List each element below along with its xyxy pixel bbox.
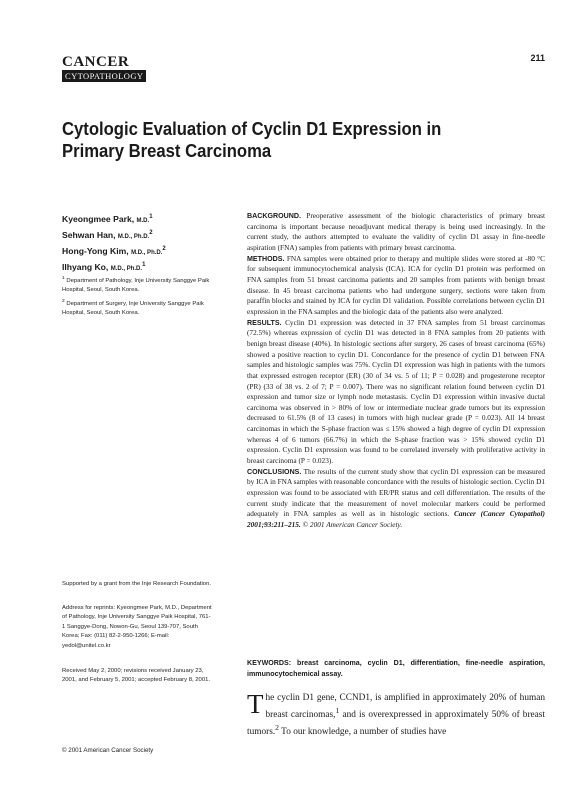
funding-note: Supported by a grant from the Inje Research Foundation. (62, 581, 211, 587)
article-title: Cytologic Evaluation of Cyclin D1 Expression in Primary Breast Carcinoma (62, 118, 442, 161)
author-item: Hong-Yong Kim, M.D., Ph.D.$^2$ (62, 245, 166, 256)
abstract-background: BACKGROUND. Preoperative assessment of the biologic characteristics of primary breast carcinoma is important because neoadjuvant medical therapy is being used increasingly. In the current study, the authors attempted to evaluate the validity of cyclin D1 assay in fine-needle aspiration (FNA) samples from patients with primary breast carcinoma. (247, 211, 545, 252)
reprint-address: Address for reprints: Kyeongmee Park, M.D., Department of Pathology, Inje University Sanggye Paik Hospital, 761-1 Sanggye-Dong, Nowon-Gu, Seoul 139-707, South Korea; Fax: (011) 82-2-950-1266; E-mail: yedol@unitel.co.kr (62, 605, 212, 649)
abstract-conclusions: CONCLUSIONS. The results of the current study show that cyclin D1 expression can be measured by ICA in FNA samples with reasonable concordance with the results of histologic section. Cyclin D1 expression was found to be associated with ER/PR status and cell differentiation. The results of the current study indicate that the measurement of novel molecular markers could be performed adequately in FNA samples as well as in histologic sections. Cancer (Cancer Cytopathol) 2001;93:211–215. © 2001 American Cancer Society. (247, 466, 545, 530)
journal-logo-cancer: CANCER (62, 54, 130, 70)
received-dates: Received May 2, 2000; revisions received January 23, 2001, and February 5, 2001; accepted February 8, 2001. (62, 668, 211, 684)
reference-marker: 2 (275, 722, 280, 732)
copyright-notice: © 2001 American Cancer Society (62, 747, 154, 754)
drop-cap: T (247, 689, 264, 719)
affiliation-2: $^2$ Department of Surgery, Inje University Sanggye Paik Hospital, Seoul, South Korea. (62, 299, 204, 317)
affiliation-1: $^1$ Department of Pathology, Inje University Sanggye Paik Hospital, Seoul, South Korea. (62, 276, 210, 294)
journal-logo-cytopathology: CYTOPATHOLOGY (62, 70, 146, 82)
abstract (247, 211, 545, 531)
reference-marker: 1 (335, 705, 340, 715)
page-number: 211 (530, 53, 545, 63)
keywords: KEYWORDS: breast carcinoma, cyclin D1, differentiation, fine-needle aspiration, immunocytochemical assay. (247, 659, 545, 678)
author-list (62, 211, 232, 274)
body-text: The cyclin D1 gene, CCND1, is amplified in approximately 20% of human breast carcinomas,$^1$ and is overexpressed in approximately 50% of breast tumors.$^2$ To our knowledge, a number of studies have (247, 689, 545, 737)
author-item: Sehwan Han, M.D., Ph.D.$^2$ (62, 229, 153, 240)
citation: Cancer (Cancer Cytopathol) 2001;93:211–215. (247, 509, 545, 530)
abstract-results: RESULTS. Cyclin D1 expression was detected in 37 FNA samples from 51 breast carcinomas (72.5%) whereas expression of cyclin D1 was detected in 8 FNA samples from 20 patients with benign breast disease (40%). In histologic sections after surgery, 26 cases of breast carcinoma (65%) showed a positive reaction to cyclin D1. Concordance for the presence of cyclin D1 between FNA samples and histologic samples was 75%. Cyclin D1 expression was high in patients with the tumors that expressed estrogen receptor (ER) (30 of 34 vs. 5 of 11; P = 0.028) and progesterone receptor (PR) (33 of 38 vs. 2 of 7; P = 0.007). There was no significant relation found between cyclin D1 expression and tumor size or lymph node metastasis. Cyclin D1 expression within invasive ductal carcinoma was observed in > 80% of low or intermediate nuclear grade tumors but its expression decreased to 61.5% (8 of 13 cases) in tumors with high nuclear grade (P = 0.023). All 14 breast carcinomas in which the S-phase fraction was ≤ 15% showed a high degree of cyclin D1 expression whereas 4 of 6 tumors (66.7%) in which the S-phase fraction was > 15% showed cyclin D1 expression. Cyclin D1 expression was found to be correlated inversely with proliferative activity in breast carcinoma (P = 0.023). (247, 317, 545, 466)
author-item: Kyeongmee Park, M.D.$^1$ (62, 213, 153, 224)
citation-copyright: © 2001 American Cancer Society. (302, 520, 403, 530)
author-item: Ilhyang Ko, M.D., Ph.D.$^1$ (62, 261, 146, 272)
abstract-methods: METHODS. FNA samples were obtained prior to therapy and multiple slides were stored at -80 °C for subsequent immunocytochemical analysis (ICA). ICA for cyclin D1 protein was performed on FNA samples from 51 breast carcinoma patients and 20 samples from patients with benign breast disease. In 45 breast carcinoma patients who had undergone surgery, sections were taken from paraffin blocks and stained by ICA for cyclin D1 validation. Possible correlations between cyclin D1 expression in the FNA samples and the biologic data of the patients also were analyzed. (247, 253, 545, 316)
